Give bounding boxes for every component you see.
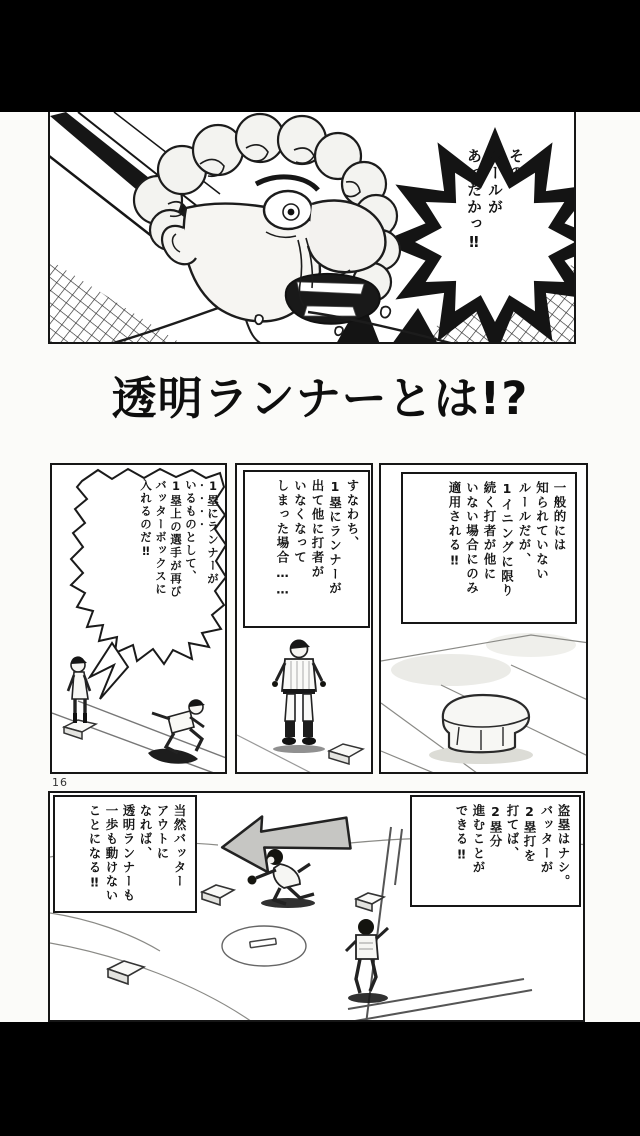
caption-column: ルールだが、 (517, 481, 532, 567)
page-title: 透明ランナーとは!? (111, 372, 529, 425)
pitching-rubber (250, 938, 277, 948)
panel-top-face (48, 112, 576, 344)
caption-box (243, 470, 370, 628)
bubble-column (183, 479, 205, 651)
standing-runner (64, 656, 96, 739)
speech-text (422, 148, 526, 340)
bubble-column: 入れるのだ‼ (139, 479, 153, 560)
bubble-text (78, 479, 220, 651)
panel-middle-center (235, 463, 373, 774)
emphasized-text: いるもの (184, 479, 198, 531)
caption-column: 2塁分 (488, 804, 503, 849)
running-runner (346, 919, 388, 1003)
standing-player (272, 639, 326, 753)
caption-column: 盗塁はナシ。 (556, 804, 571, 889)
first-base (329, 744, 363, 764)
caption-column: 2塁打を (522, 804, 537, 863)
caption-column: なれば、 (138, 804, 153, 861)
bubble-column: 1塁にランナーが (206, 479, 220, 586)
panel-middle-right (379, 463, 588, 774)
caption-column: 一歩も動けない (104, 804, 119, 903)
caption-column: いなくなって (292, 479, 308, 565)
caption-column: 打てば、 (505, 804, 520, 861)
bubble-column: バッターボックスに (154, 479, 168, 596)
caption-column: 出て他に打者が (310, 479, 325, 580)
caption-column: いない場合にのみ (464, 481, 480, 596)
caption-column: できる‼ (454, 804, 469, 863)
speech-column: ルールが (486, 148, 504, 216)
caption-column: ことになる‼ (87, 804, 102, 892)
speech-column: その (507, 148, 525, 182)
caption-column: しまった場合…… (275, 479, 290, 599)
caption-column: 透明ランナーも (121, 804, 136, 903)
caption-column: 適用される‼ (447, 481, 462, 570)
caption-column: 1塁にランナーが (327, 479, 343, 596)
caption-column: 知られていない (534, 481, 550, 582)
caption-column: バッターが (539, 804, 554, 875)
crosshatch-left (50, 260, 182, 344)
caption-box (401, 472, 577, 624)
base-bag (429, 695, 533, 764)
page-number: 16 (52, 776, 68, 789)
caption-text (419, 804, 572, 898)
manga-page[interactable] (0, 112, 640, 1022)
caption-column: 一般的には (552, 481, 567, 553)
bubble-column-rest: として、 (184, 531, 198, 583)
bubble-column: 1塁上の選手が再び (169, 479, 183, 599)
speech-column: あったかっ‼ (465, 148, 483, 253)
caption-text (410, 481, 568, 615)
caption-column: 1イニングに限り (499, 481, 515, 598)
panel-middle-left (50, 463, 227, 774)
caption-column: アウトに (155, 804, 170, 861)
caption-column: 進むことが (471, 804, 486, 875)
caption-column: すなわち、 (345, 479, 360, 551)
panel-bottom-field (48, 791, 585, 1022)
caption-column: 当然バッター (172, 804, 187, 889)
caption-box-right (410, 795, 581, 907)
caption-column: 続く打者が他に (482, 481, 497, 582)
caption-text (252, 479, 361, 619)
caption-text (62, 804, 188, 904)
caption-box-left (53, 795, 197, 913)
